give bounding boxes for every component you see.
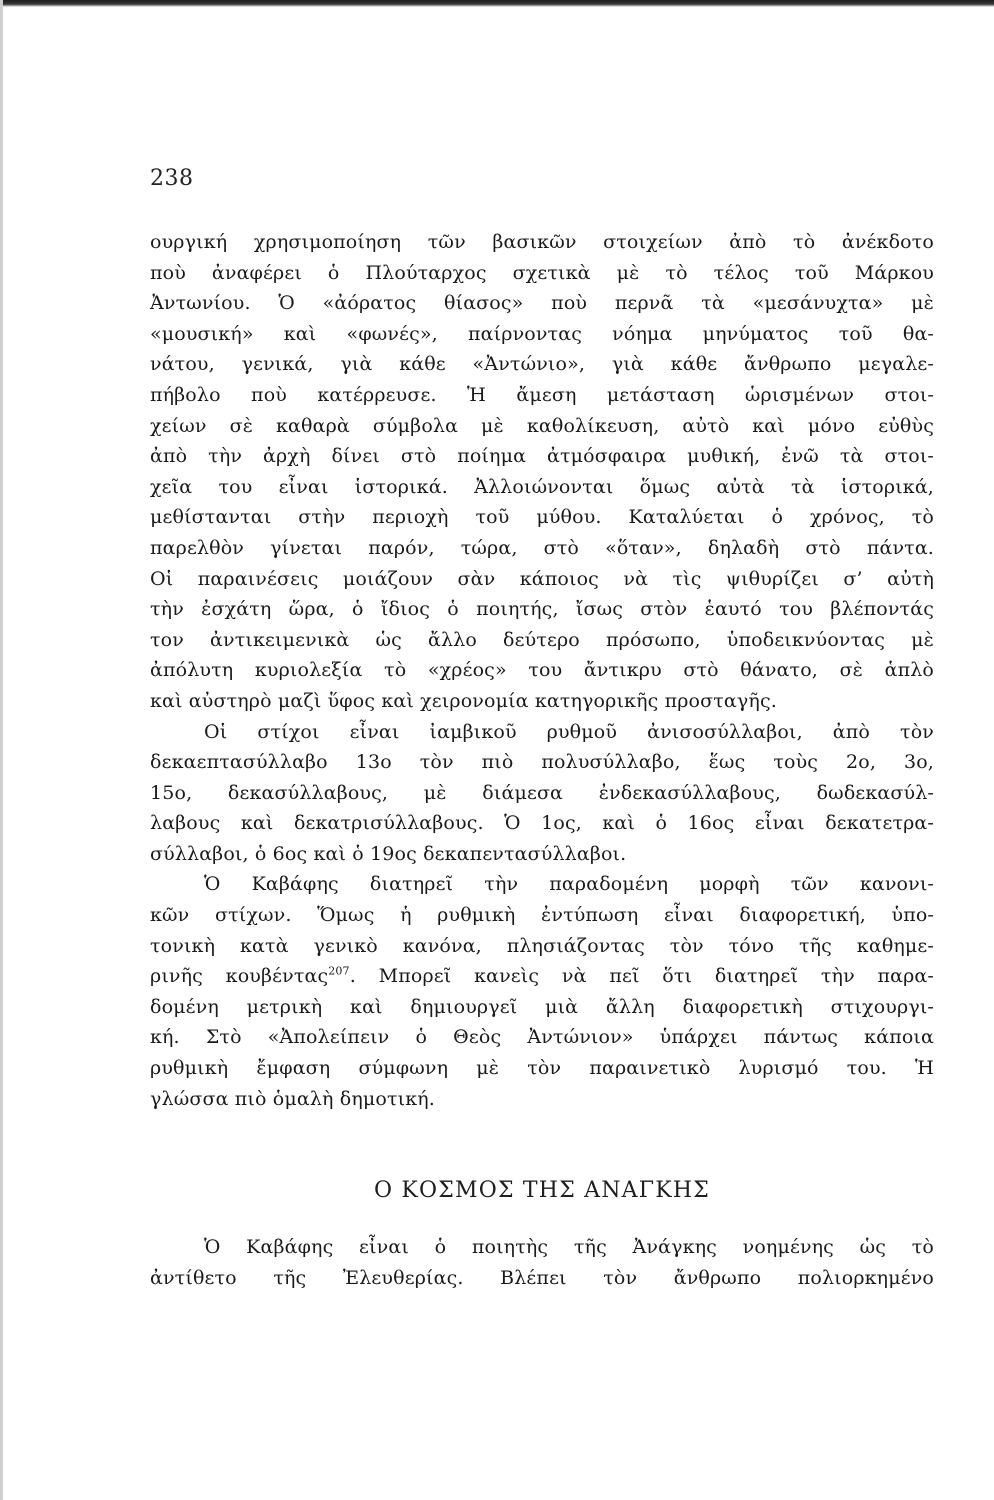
text-line: παρελθὸν γίνεται παρόν, τώρα, στὸ «ὅταν», δηλαδὴ στὸ πάντα.	[150, 536, 934, 559]
text-line: τονικὴ κατὰ γενικὸ κανόνα, πλησιάζοντας τὸν τόνο τῆς καθημε-	[150, 934, 934, 957]
text-line: μεθίστανται στὴν περιοχὴ τοῦ μύθου. Καταλύεται ὁ χρόνος, τὸ	[150, 506, 934, 529]
section-text	[150, 1232, 934, 1293]
text-line: «μουσική» καὶ «φωνές», παίρνοντας νόημα μηνύματος τοῦ θα-	[150, 322, 934, 345]
text-line: γλώσσα πιὸ ὁμαλὴ δημοτική.	[150, 1087, 435, 1110]
text-line: λαβους καὶ δεκατρισύλλαβους. Ὁ 1ος, καὶ ὁ 16ος εἶναι δεκατετρα-	[150, 812, 934, 835]
body-text	[150, 227, 934, 1114]
text-line: δομένη μετρικὴ καὶ δημιουργεῖ μιὰ ἄλλη διαφορετικὴ στιχουργι-	[150, 995, 934, 1018]
text-line: ρυθμικὴ ἔμφαση σύμφωνη μὲ τὸν παραινετικὸ λυρισμό του. Ἡ	[150, 1057, 934, 1080]
text-line-with-footnote	[150, 961, 934, 992]
section-heading: Ο ΚΟΣΜΟΣ ΤΗΣ ΑΝΑΓΚΗΣ	[373, 1178, 711, 1203]
text-line: ποὺ ἀναφέρει ὁ Πλούταρχος σχετικὰ μὲ τὸ τέλος τοῦ Μάρκου	[150, 261, 934, 284]
text-line: Οἱ στίχοι εἶναι ἰαμβικοῦ ρυθμοῦ ἀνισοσύλλαβοι, ἀπὸ τὸν	[204, 720, 934, 743]
text-line: ουργική χρησιμοποίηση τῶν βασικῶν στοιχείων ἀπὸ τὸ ἀνέκδοτο	[150, 231, 934, 253]
text-line: 15ο, δεκασύλλαβους, μὲ διάμεσα ἐνδεκασύλλαβους, δωδεκασύλ-	[150, 781, 934, 804]
text-line: χείων σὲ καθαρὰ σύμβολα μὲ καθολίκευση, αὐτὸ καὶ μόνο εὐθὺς	[150, 414, 934, 437]
text-line: τὴν ἐσχάτη ὥρα, ὁ ἴδιος ὁ ποιητής, ἴσως στὸν ἑαυτό του βλέποντάς	[150, 598, 934, 621]
text-line: Ὁ Καβάφης διατηρεῖ τὴν παραδομένη μορφὴ τῶν κανονι-	[204, 873, 934, 896]
text-line: δεκαεπτασύλλαβο 13ο τὸν πιὸ πολυσύλλαβο, ἕως τοὺς 2ο, 3ο,	[150, 751, 934, 774]
text-fragment: . Μπορεῖ κανεὶς νὰ πεῖ ὅτι διατηρεῖ τὴν παρα-	[349, 965, 934, 988]
text-line: χεῖα του εἶναι ἱστορικά. Ἀλλοιώνονται ὅμως αὐτὰ τὰ ἱστορικά,	[150, 475, 934, 498]
text-fragment: ρινῆς κουβέντας	[150, 965, 329, 988]
text-line: σύλλαβοι, ὁ 6ος καὶ ὁ 19ος δεκαπεντασύλλαβοι.	[150, 842, 627, 865]
text-line: καὶ αὐστηρὸ μαζὶ ὕφος καὶ χειρονομία κατηγορικῆς προσταγῆς.	[150, 689, 777, 712]
text-line: ἀντίθετο τῆς Ἐλευθερίας. Βλέπει τὸν ἄνθρωπο πολιορκημένο	[150, 1266, 934, 1289]
page-number: 238	[150, 166, 194, 191]
text-line: νάτου, γενικά, γιὰ κάθε «Ἀντώνιο», γιὰ κάθε ἄνθρωπο μεγαλε-	[150, 353, 934, 376]
text-line: ἀπόλυτη κυριολεξία τὸ «χρέος» του ἄντικρυ στὸ θάνατο, σὲ ἁπλὸ	[150, 659, 934, 682]
text-line: Ὁ Καβάφης εἶναι ὁ ποιητὴς τῆς Ἀνάγκης νοημένης ὡς τὸ	[204, 1236, 934, 1258]
scan-left-edge	[0, 0, 3, 1500]
text-line: τον ἀντικειμενικὰ ὡς ἄλλο δεύτερο πρόσωπο, ὑποδεικνύοντας μὲ	[150, 628, 934, 651]
scan-top-edge	[0, 0, 994, 7]
text-line: Οἱ παραινέσεις μοιάζουν σὰν κάποιος νὰ τὶς ψιθυρίζει σ’ αὐτὴ	[150, 567, 934, 590]
text-line: Ἀντωνίου. Ὁ «ἀόρατος θίασος» ποὺ περνᾶ τὰ «μεσάνυχτα» μὲ	[150, 292, 934, 315]
text-line: κή. Στὸ «Ἀπολείπειν ὁ Θεὸς Ἀντώνιον» ὑπάρχει πάντως κάποια	[150, 1026, 934, 1049]
text-line: ἀπὸ τὴν ἀρχὴ δίνει στὸ ποίημα ἀτμόσφαιρα μυθική, ἐνῶ τὰ στοι-	[150, 445, 934, 468]
text-line: πήβολο ποὺ κατέρρευσε. Ἡ ἄμεση μετάσταση ὡρισμένων στοι-	[150, 383, 934, 406]
footnote-reference: 207	[328, 964, 350, 978]
text-line: κῶν στίχων. Ὅμως ἡ ρυθμικὴ ἐντύπωση εἶναι διαφορετική, ὑπο-	[150, 904, 934, 927]
